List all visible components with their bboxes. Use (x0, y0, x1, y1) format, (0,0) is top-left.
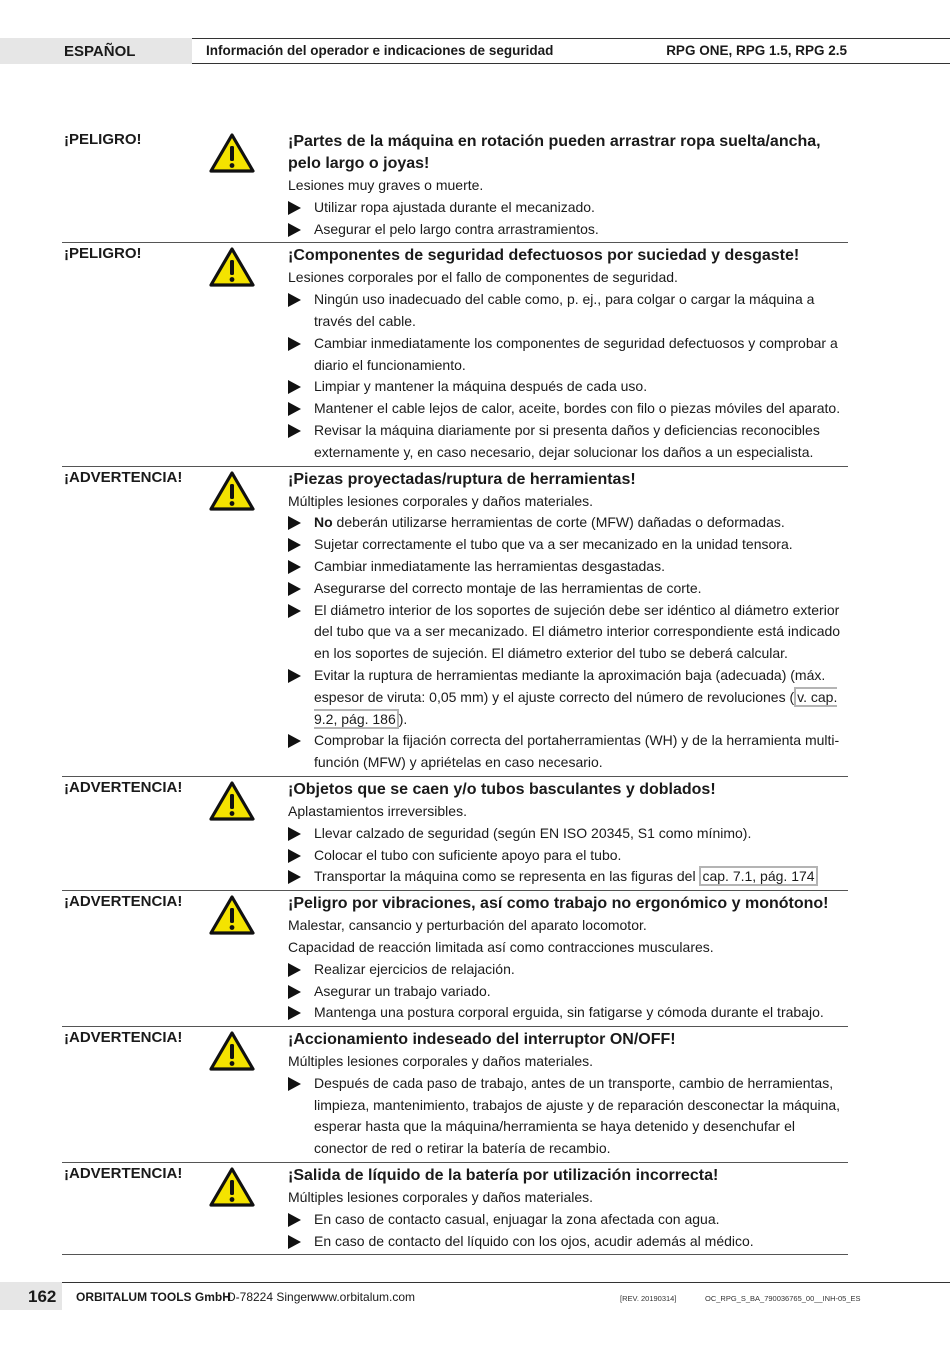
measure-item (288, 197, 848, 219)
header-top-rule (192, 38, 950, 39)
measure-item (288, 600, 848, 665)
warning-title: ¡Salida de líquido de la batería por utilización incorrecta! (288, 1167, 719, 1185)
signal-word: ¡PELIGRO! (64, 131, 142, 148)
warning-triangle-icon (209, 133, 255, 173)
warning-triangle-icon (209, 895, 255, 935)
consequence-text: Aplastamientos irreversibles. (288, 802, 467, 819)
measure-text-end: ). (398, 710, 408, 727)
measure-item (288, 398, 848, 420)
warning-row (62, 131, 848, 243)
warning-content (288, 1029, 848, 1160)
arrow-right-icon (288, 582, 301, 596)
consequence-text: Múltiples lesiones corporales y daños materiales. (288, 1053, 594, 1070)
measure-item (288, 578, 848, 600)
signal-word: ¡ADVERTENCIA! (64, 468, 183, 486)
measure-text: Sujetar correctamente el tubo que va a ser mecanizado en la unidad tensora. (314, 536, 793, 553)
measure-text: En caso de contacto casual, enjuagar la zona afectada con agua. (314, 1210, 720, 1227)
arrow-right-icon (288, 337, 301, 351)
safety-warnings-table (62, 131, 848, 1255)
measure-item (288, 845, 848, 867)
measures-list (288, 823, 848, 888)
measure-item (288, 959, 848, 981)
measure-item (288, 1231, 848, 1253)
measures-list (288, 1073, 848, 1160)
measure-text: Mantener el cable lejos de calor, aceite, bordes con filo o piezas móviles del aparato. (314, 400, 841, 417)
warning-title: ¡Objetos que se caen y/o tubos basculantes y doblados! (288, 780, 716, 798)
measure-text: Limpiar y mantener la máquina después de cada uso. (314, 378, 648, 395)
consequence-text: Múltiples lesiones corporales y daños materiales. (288, 1189, 594, 1206)
measure-text: Transportar la máquina como se representa en las figuras del (314, 868, 700, 885)
warning-title: ¡Componentes de seguridad defectuosos por suciedad y desgaste! (288, 247, 800, 265)
footer-rule (62, 1282, 950, 1283)
arrow-right-icon (288, 538, 301, 552)
measure-item (288, 376, 848, 398)
measure-text: Colocar el tubo con suficiente apoyo para el tubo. (314, 846, 622, 863)
measure-item (288, 534, 848, 556)
arrow-right-icon (288, 870, 301, 884)
consequence-text: Lesiones muy graves o muerte. (288, 177, 484, 193)
measure-text: Mantenga una postura corporal erguida, sin fatigarse y cómoda durante el trabajo. (314, 1004, 824, 1021)
language-label: ESPAÑOL (64, 43, 136, 60)
warning-content (288, 1165, 848, 1252)
footer-website: www.orbitalum.com (311, 1290, 416, 1304)
warning-row (62, 243, 848, 466)
signal-word: ¡ADVERTENCIA! (64, 778, 183, 796)
measure-text: Comprobar la fijación correcta del portaherramientas (WH) y de la herramienta multi-función (MFW) y apriételas en caso necesario. (314, 732, 840, 771)
measure-text: Cambiar inmediatamente las herramientas desgastadas. (314, 557, 665, 574)
measure-item (288, 1073, 848, 1160)
measure-item (288, 823, 848, 845)
signal-word: ¡ADVERTENCIA! (64, 893, 183, 911)
arrow-right-icon (288, 604, 301, 618)
consequence-text: Lesiones corporales por el fallo de componentes de seguridad. (288, 269, 678, 286)
footer-doc-code: OC_RPG_S_BA_790036765_00__INH-05_ES (705, 1294, 861, 1303)
measure-item (288, 1002, 848, 1024)
arrow-right-icon (288, 734, 301, 748)
warning-content (288, 131, 848, 240)
warning-triangle-icon (209, 1167, 255, 1207)
measure-item (288, 665, 848, 730)
arrow-right-icon (288, 293, 301, 307)
warning-triangle-icon (209, 1031, 255, 1071)
measure-text: Evitar la ruptura de herramientas mediante la aproximación baja (adecuada) (máx. espesor de viruta: 0,05 mm) y el ajuste correcto del número de revoluciones ( (314, 666, 826, 705)
signal-word: ¡PELIGRO! (64, 245, 142, 263)
measures-list (288, 512, 848, 774)
arrow-right-icon (288, 849, 301, 863)
consequence-text: Malestar, cansancio y perturbación del aparato locomotor. (288, 917, 647, 934)
measure-text: Utilizar ropa ajustada durante el mecanizado. (314, 198, 595, 215)
language-tab (0, 38, 192, 64)
warning-triangle-icon (209, 471, 255, 511)
warning-title: ¡Piezas proyectadas/ruptura de herramientas! (288, 470, 636, 488)
measure-text: El diámetro interior de los soportes de sujeción debe ser idéntico al diámetro exterior del tubo que va a ser mecanizado. El diámetro interior correspondiente está indicado en los soportes de sujeción. El diámetro exterior del tubo se deberá calcular. (314, 601, 841, 662)
arrow-right-icon (288, 1077, 301, 1091)
arrow-right-icon (288, 1213, 301, 1227)
arrow-right-icon (288, 827, 301, 841)
measure-item (288, 512, 848, 534)
arrow-right-icon (288, 1006, 301, 1020)
measure-text: Asegurarse del correcto montaje de las herramientas de corte. (314, 579, 702, 596)
signal-word: ¡ADVERTENCIA! (64, 1029, 183, 1047)
measure-text: En caso de contacto del líquido con los ojos, acudir además al médico. (314, 1232, 754, 1249)
measures-list (288, 959, 848, 1024)
arrow-right-icon (288, 963, 301, 977)
warning-row (62, 1163, 848, 1255)
footer-address: D-78224 Singen (227, 1290, 314, 1304)
measures-list (288, 197, 848, 241)
measure-item (288, 1209, 848, 1231)
arrow-right-icon (288, 380, 301, 394)
measure-item (288, 556, 848, 578)
warning-title: ¡Partes de la máquina en rotación pueden arrastrar ropa suelta/ancha, pelo largo o joyas! (288, 133, 821, 172)
measure-item (288, 219, 848, 241)
warning-row (62, 467, 848, 777)
measure-text: Ningún uso inadecuado del cable como, p. ej., para colgar o cargar la máquina a través del cable. (314, 291, 815, 329)
warning-row (62, 1027, 848, 1163)
arrow-right-icon (288, 1235, 301, 1249)
warning-triangle-icon (209, 781, 255, 821)
measure-item (288, 981, 848, 1003)
measure-item (288, 730, 848, 774)
arrow-right-icon (288, 201, 301, 215)
measure-text: Después de cada paso de trabajo, antes de un transporte, cambio de herramientas, limpieza, mantenimiento, trabajos de ajuste y de reparación desconectar la máquina, esperar hasta que la máquina/herramienta se haya detenido y desenchufar el conector de red o retirar la batería de recambio. (314, 1074, 841, 1157)
arrow-right-icon (288, 560, 301, 574)
arrow-right-icon (288, 223, 301, 237)
arrow-right-icon (288, 985, 301, 999)
header-models: RPG ONE, RPG 1.5, RPG 2.5 (666, 43, 847, 58)
footer-company: ORBITALUM TOOLS GmbH (76, 1290, 231, 1304)
measure-item (288, 333, 848, 377)
arrow-right-icon (288, 669, 301, 683)
measures-list (288, 289, 848, 463)
arrow-right-icon (288, 424, 301, 438)
arrow-right-icon (288, 516, 301, 530)
consequence-text: Capacidad de reacción limitada así como contracciones musculares. (288, 938, 714, 955)
measure-item (288, 420, 848, 464)
measure-text: Revisar la máquina diariamente por si presenta daños y deficiencias reconocibles externamente y, en caso necesario, dejar solucionar los daños a un especialista. (314, 421, 820, 460)
warning-content (288, 469, 848, 774)
cross-reference-link[interactable]: cap. 7.1, pág. 174 (699, 866, 817, 886)
footer-revision: [REV. 20190314] (620, 1294, 677, 1303)
measure-item (288, 866, 848, 888)
measure-emphasis: No (314, 514, 333, 531)
warning-title: ¡Peligro por vibraciones, así como trabajo no ergonómico y monótono! (288, 895, 829, 913)
cross-reference-link[interactable]: v. cap. 9.2, pág. 186 (314, 688, 838, 727)
warning-content (288, 893, 848, 1024)
measure-text: Cambiar inmediatamente los componentes de seguridad defectuosos y comprobar a diario el funcionamiento. (314, 334, 838, 373)
measure-text: deberán utilizarse herramientas de corte (MFW) dañadas o deformadas. (332, 514, 785, 531)
warning-triangle-icon (209, 247, 255, 287)
warning-title: ¡Accionamiento indeseado del interruptor ON/OFF! (288, 1031, 676, 1049)
arrow-right-icon (288, 402, 301, 416)
measure-text: Asegurar un trabajo variado. (314, 982, 491, 999)
warning-row (62, 891, 848, 1027)
measure-text: Realizar ejercicios de relajación. (314, 960, 515, 977)
signal-word: ¡ADVERTENCIA! (64, 1165, 183, 1183)
measure-text: Llevar calzado de seguridad (según EN ISO 20345, S1 como mínimo). (314, 824, 752, 841)
warning-content (288, 245, 848, 463)
warning-content (288, 779, 848, 888)
header-bottom-rule (192, 63, 950, 64)
warning-row (62, 777, 848, 891)
measure-item (288, 289, 848, 333)
page-number: 162 (28, 1287, 57, 1306)
consequence-text: Múltiples lesiones corporales y daños materiales. (288, 492, 594, 509)
header-title: Información del operador e indicaciones de seguridad (206, 43, 554, 58)
measures-list (288, 1209, 848, 1253)
measure-text: Asegurar el pelo largo contra arrastramientos. (314, 220, 599, 237)
